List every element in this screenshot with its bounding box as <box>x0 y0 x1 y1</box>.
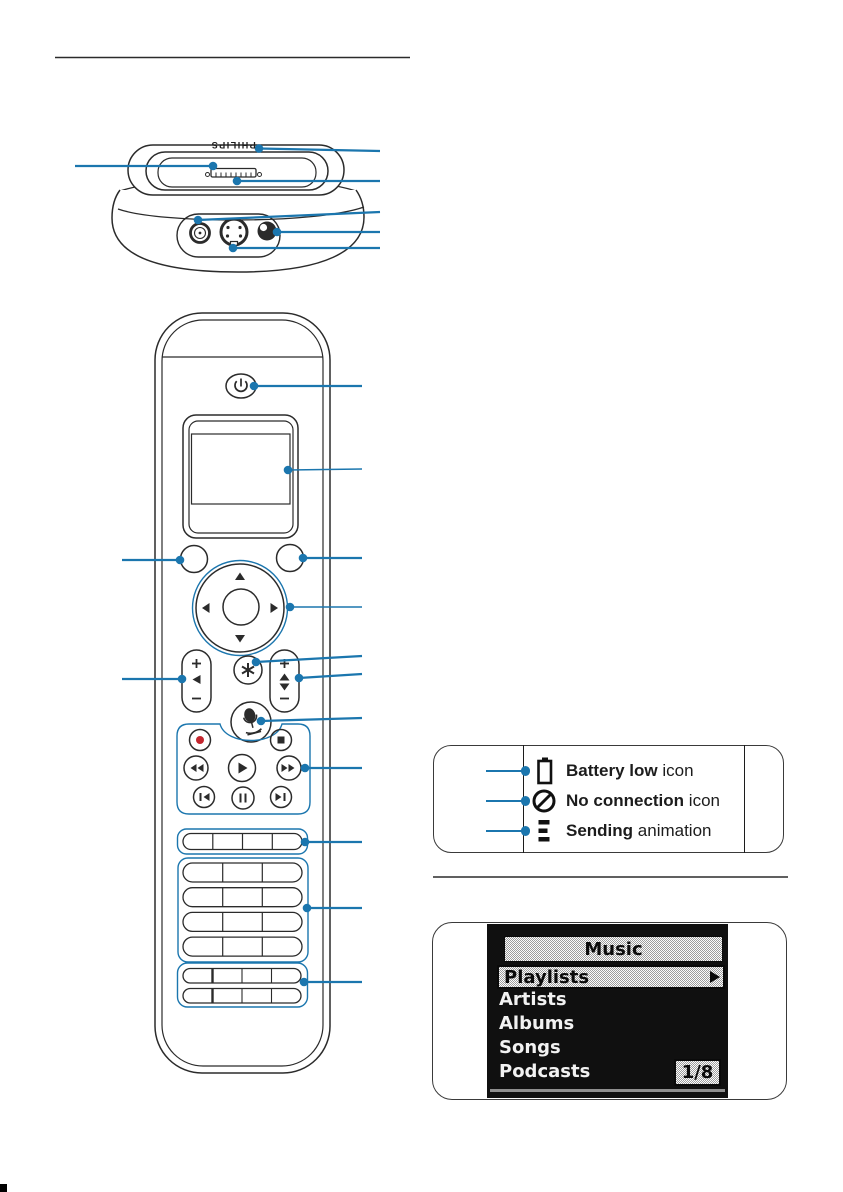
legend-row-battery <box>434 756 783 786</box>
stop-icon <box>278 737 285 744</box>
lcd-menu-item: Artists <box>499 989 567 1010</box>
lcd-menu-item: Podcasts <box>499 1061 591 1082</box>
battery-low-icon <box>530 757 558 785</box>
no-connection-icon <box>530 788 558 814</box>
remote-lcd-screen <box>487 924 728 1098</box>
legend-label <box>566 761 694 781</box>
remote-illustration <box>155 313 330 1073</box>
lcd-menu-title: Music <box>504 936 723 962</box>
legend-row-no-connection <box>434 786 783 816</box>
callout-line <box>486 800 524 803</box>
music-screen-figure <box>432 922 787 1100</box>
status-legend-box <box>433 745 784 853</box>
legend-row-sending <box>434 816 783 846</box>
lcd-page-indicator: 1/8 <box>674 1059 721 1086</box>
lcd-scrollbar-line <box>490 1089 725 1092</box>
callout-line <box>486 770 524 773</box>
legend-label <box>566 821 712 841</box>
record-icon <box>196 736 204 744</box>
legend-label-bold: No connection <box>566 791 685 810</box>
dock-illustration <box>112 145 364 272</box>
page-corner-mark <box>0 1184 7 1192</box>
submenu-arrow-icon <box>710 971 720 983</box>
legend-label-rest: icon <box>657 761 694 780</box>
sending-icon <box>530 819 558 843</box>
lcd-menu-item: Songs <box>499 1037 561 1058</box>
legend-label-bold: Sending <box>566 821 634 840</box>
legend-label <box>566 791 720 811</box>
legend-label-bold: Battery low <box>566 761 658 780</box>
lcd-menu-items <box>499 988 590 1084</box>
callout-line <box>486 830 524 833</box>
lcd-selected-label: Playlists <box>504 966 590 988</box>
lcd-selected-item <box>497 965 725 989</box>
philips-logo: PHILIPS <box>210 140 256 150</box>
legend-label-rest: icon <box>684 791 720 810</box>
legend-label-rest: animation <box>633 821 712 840</box>
lcd-menu-item: Albums <box>499 1013 575 1034</box>
